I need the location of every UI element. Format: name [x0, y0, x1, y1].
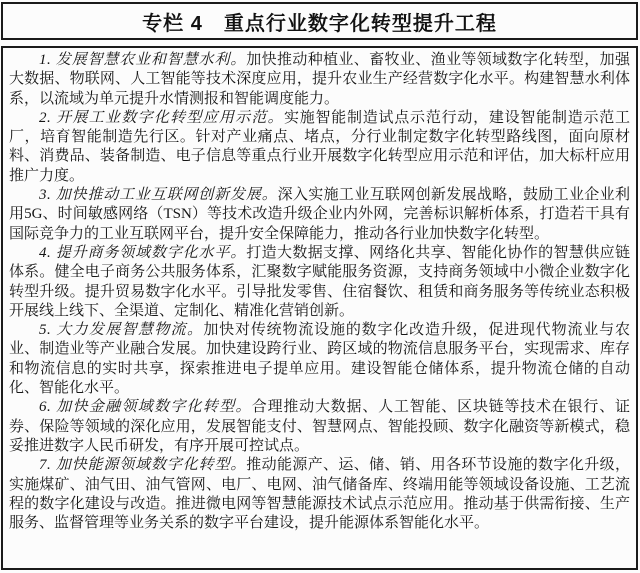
paragraph-6-lead: 6. 加快金融领域数字化转型。	[39, 399, 252, 416]
paragraph-2-text: 实施智能制造试点示范行动，建设智能制造示范工厂，培育智能制造先行区。针对产业痛点、堵点，分行业制定数字化转型路线图，面向原材料、消费品、装备制造、电子信息等重点行业开展数字化转型应用示范和评估，加大标杆应用推广力度。	[9, 109, 630, 184]
paragraph-5-lead: 5. 大力发展智慧物流。	[39, 322, 204, 339]
paragraph-7-text: 推动能源产、运、储、销、用各环节设施的数字化升级，实施煤矿、油气田、油气管网、电厂、电网、油气储备库、终端用能等领域设备设施、工艺流程的数字化建设与改造。推进微电网等智慧能源技术试点示范应用。推动基于供需衔接、生产服务、监督管理等业务关系的数字平台建设，提升能源体系智能化水平。	[9, 457, 630, 532]
column-title-box	[1, 2, 638, 40]
paragraph-5-text: 加快对传统物流设施的数字化改造升级，促进现代物流业与农业、制造业等产业融合发展。加快建设跨行业、跨区域的物流信息服务平台，实现需求、库存和物流信息的实时共享，探索推进电子提单应用。建设智能仓储体系，提升物流仓储的自动化、智能化水平。	[9, 322, 630, 397]
paragraph-6-text: 合理推动大数据、人工智能、区块链等技术在银行、证券、保险等领域的深化应用，发展智能支付、智慧网点、智能投顾、数字化融资等新模式，稳妥推进数字人民币研发，有序开展可控试点。	[9, 399, 630, 454]
paragraph-2-lead: 2. 开展工业数字化转型应用示范。	[39, 109, 284, 126]
paragraph-1-text: 加快推动种植业、畜牧业、渔业等领域数字化转型，加强大数据、物联网、人工智能等技术深度应用，提升农业生产经营数字化水平。构建智慧水利体系，以流域为单元提升水情测报和智能调度能力。	[9, 52, 630, 107]
paragraph-5	[9, 321, 630, 398]
paragraph-4-text: 打造大数据支撑、网络化共享、智能化协作的智慧供应链体系。健全电子商务公共服务体系，汇聚数字赋能服务资源，支持商务领域中小微企业数字化转型升级。提升贸易数字化水平。引导批发零售、住宿餐饮、租赁和商务服务等传统业态积极开展线上线下、全渠道、定制化、精准化营销创新。	[9, 244, 630, 319]
paragraph-7-lead: 7. 加快能源领域数字化转型。	[39, 457, 247, 474]
paragraph-6	[9, 398, 630, 456]
paragraph-3-text: 深入实施工业互联网创新发展战略，鼓励工业企业利用5G、时间敏感网络（TSN）等技术改造升级企业内外网，完善标识解析体系，打造若干具有国际竞争力的工业互联网平台，提升安全保障能力，推动各行业加快数字化转型。	[9, 187, 630, 242]
column-content-box	[1, 46, 638, 570]
paragraph-4	[9, 244, 630, 321]
paragraph-2	[9, 109, 630, 186]
paragraph-1-lead: 1. 发展智慧农业和智慧水利。	[39, 52, 247, 68]
column-title: 专栏 4 重点行业数字化转型提升工程	[142, 12, 497, 35]
paragraph-3	[9, 186, 630, 244]
paragraph-1	[9, 51, 630, 109]
paragraph-3-lead: 3. 加快推动工业互联网创新发展。	[39, 187, 278, 204]
paragraph-7	[9, 456, 630, 533]
paragraph-4-lead: 4. 提升商务领域数字化水平。	[39, 244, 247, 261]
